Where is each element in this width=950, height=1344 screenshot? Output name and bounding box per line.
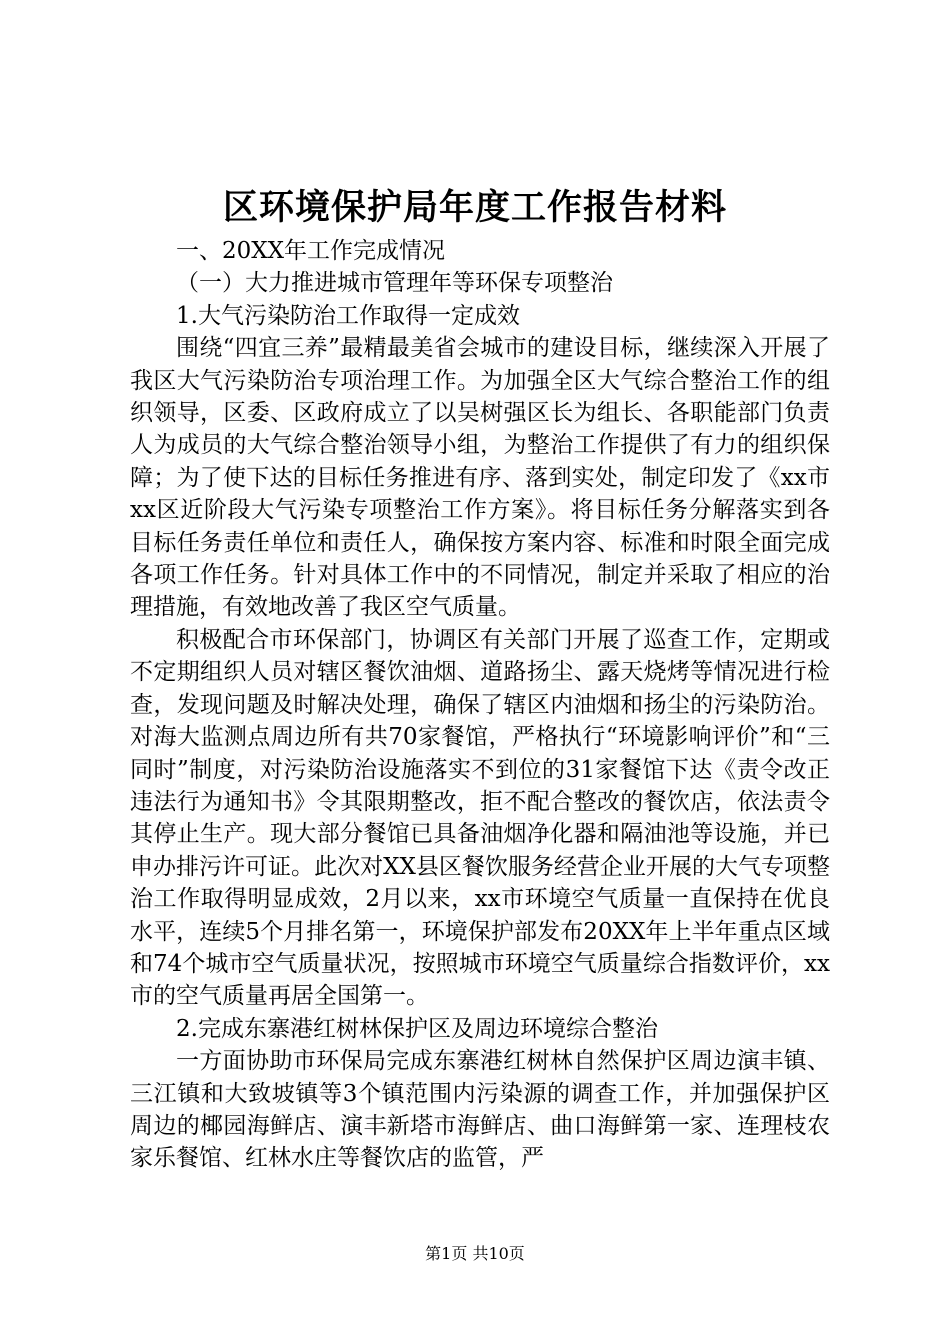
body-paragraph: 一方面协助市环保局完成东寨港红树林自然保护区周边演丰镇、三江镇和大致坡镇等3个镇范围内污染源的调查工作，并加强保护区周边的椰园海鲜店、演丰新塔市海鲜店、曲口海鲜第一家、连理枝农家乐餐馆、红林水庄等餐饮店的监管，严: [130, 1048, 830, 1172]
document-title: 区环境保护局年度工作报告材料: [222, 187, 727, 228]
subsection-heading: （一）大力推进城市管理年等环保专项整治: [176, 270, 613, 297]
document-body: [130, 235, 830, 1175]
body-paragraph: 积极配合市环保部门，协调区有关部门开展了巡查工作，定期或不定期组织人员对辖区餐饮油烟、道路扬尘、露天烧烤等情况进行检查，发现问题及时解决处理，确保了辖区内油烟和扬尘的污染防治。对海大监测点周边所有共70家餐馆，严格执行“环境影响评价”和“三同时”制度，对污染防治设施落实不到位的31家餐馆下达《责令改正违法行为通知书》令其限期整改，拒不配合整改的餐饮店，依法责令其停止生产。现大部分餐馆已具备油烟净化器和隔油池等设施，并已申办排污许可证。此次对XX县区餐饮服务经营企业开展的大气专项整治工作取得明显成效，2月以来，xx市环境空气质量一直保持在优良水平，连续5个月排名第一，环境保护部发布20XX年上半年重点区域和74个城市空气质量状况，按照城市环境空气质量综合指数评价，xx市的空气质量再居全国第一。: [130, 626, 830, 1010]
page-number-footer: 第1页 共10页: [425, 1244, 525, 1263]
body-paragraph: 围绕“四宜三养”最精最美省会城市的建设目标，继续深入开展了我区大气污染防治专项治理工作。为加强全区大气综合整治工作的组织领导，区委、区政府成立了以吴树强区长为组长、各职能部门负责人为成员的大气综合整治领导小组，为整治工作提供了有力的组织保障；为了使下达的目标任务推进有序、落到实处，制定印发了《xx市xx区近阶段大气污染专项整治工作方案》。将目标任务分解落实到各目标任务责任单位和责任人，确保按方案内容、标准和时限全面完成各项工作任务。针对具体工作中的不同情况，制定并采取了相应的治理措施，有效地改善了我区空气质量。: [130, 335, 830, 621]
item-heading: 2.完成东寨港红树林保护区及周边环境综合整治: [176, 1015, 658, 1042]
section-heading: 一、20XX年工作完成情况: [176, 238, 446, 264]
item-heading: 1.大气污染防治工作取得一定成效: [176, 302, 520, 329]
